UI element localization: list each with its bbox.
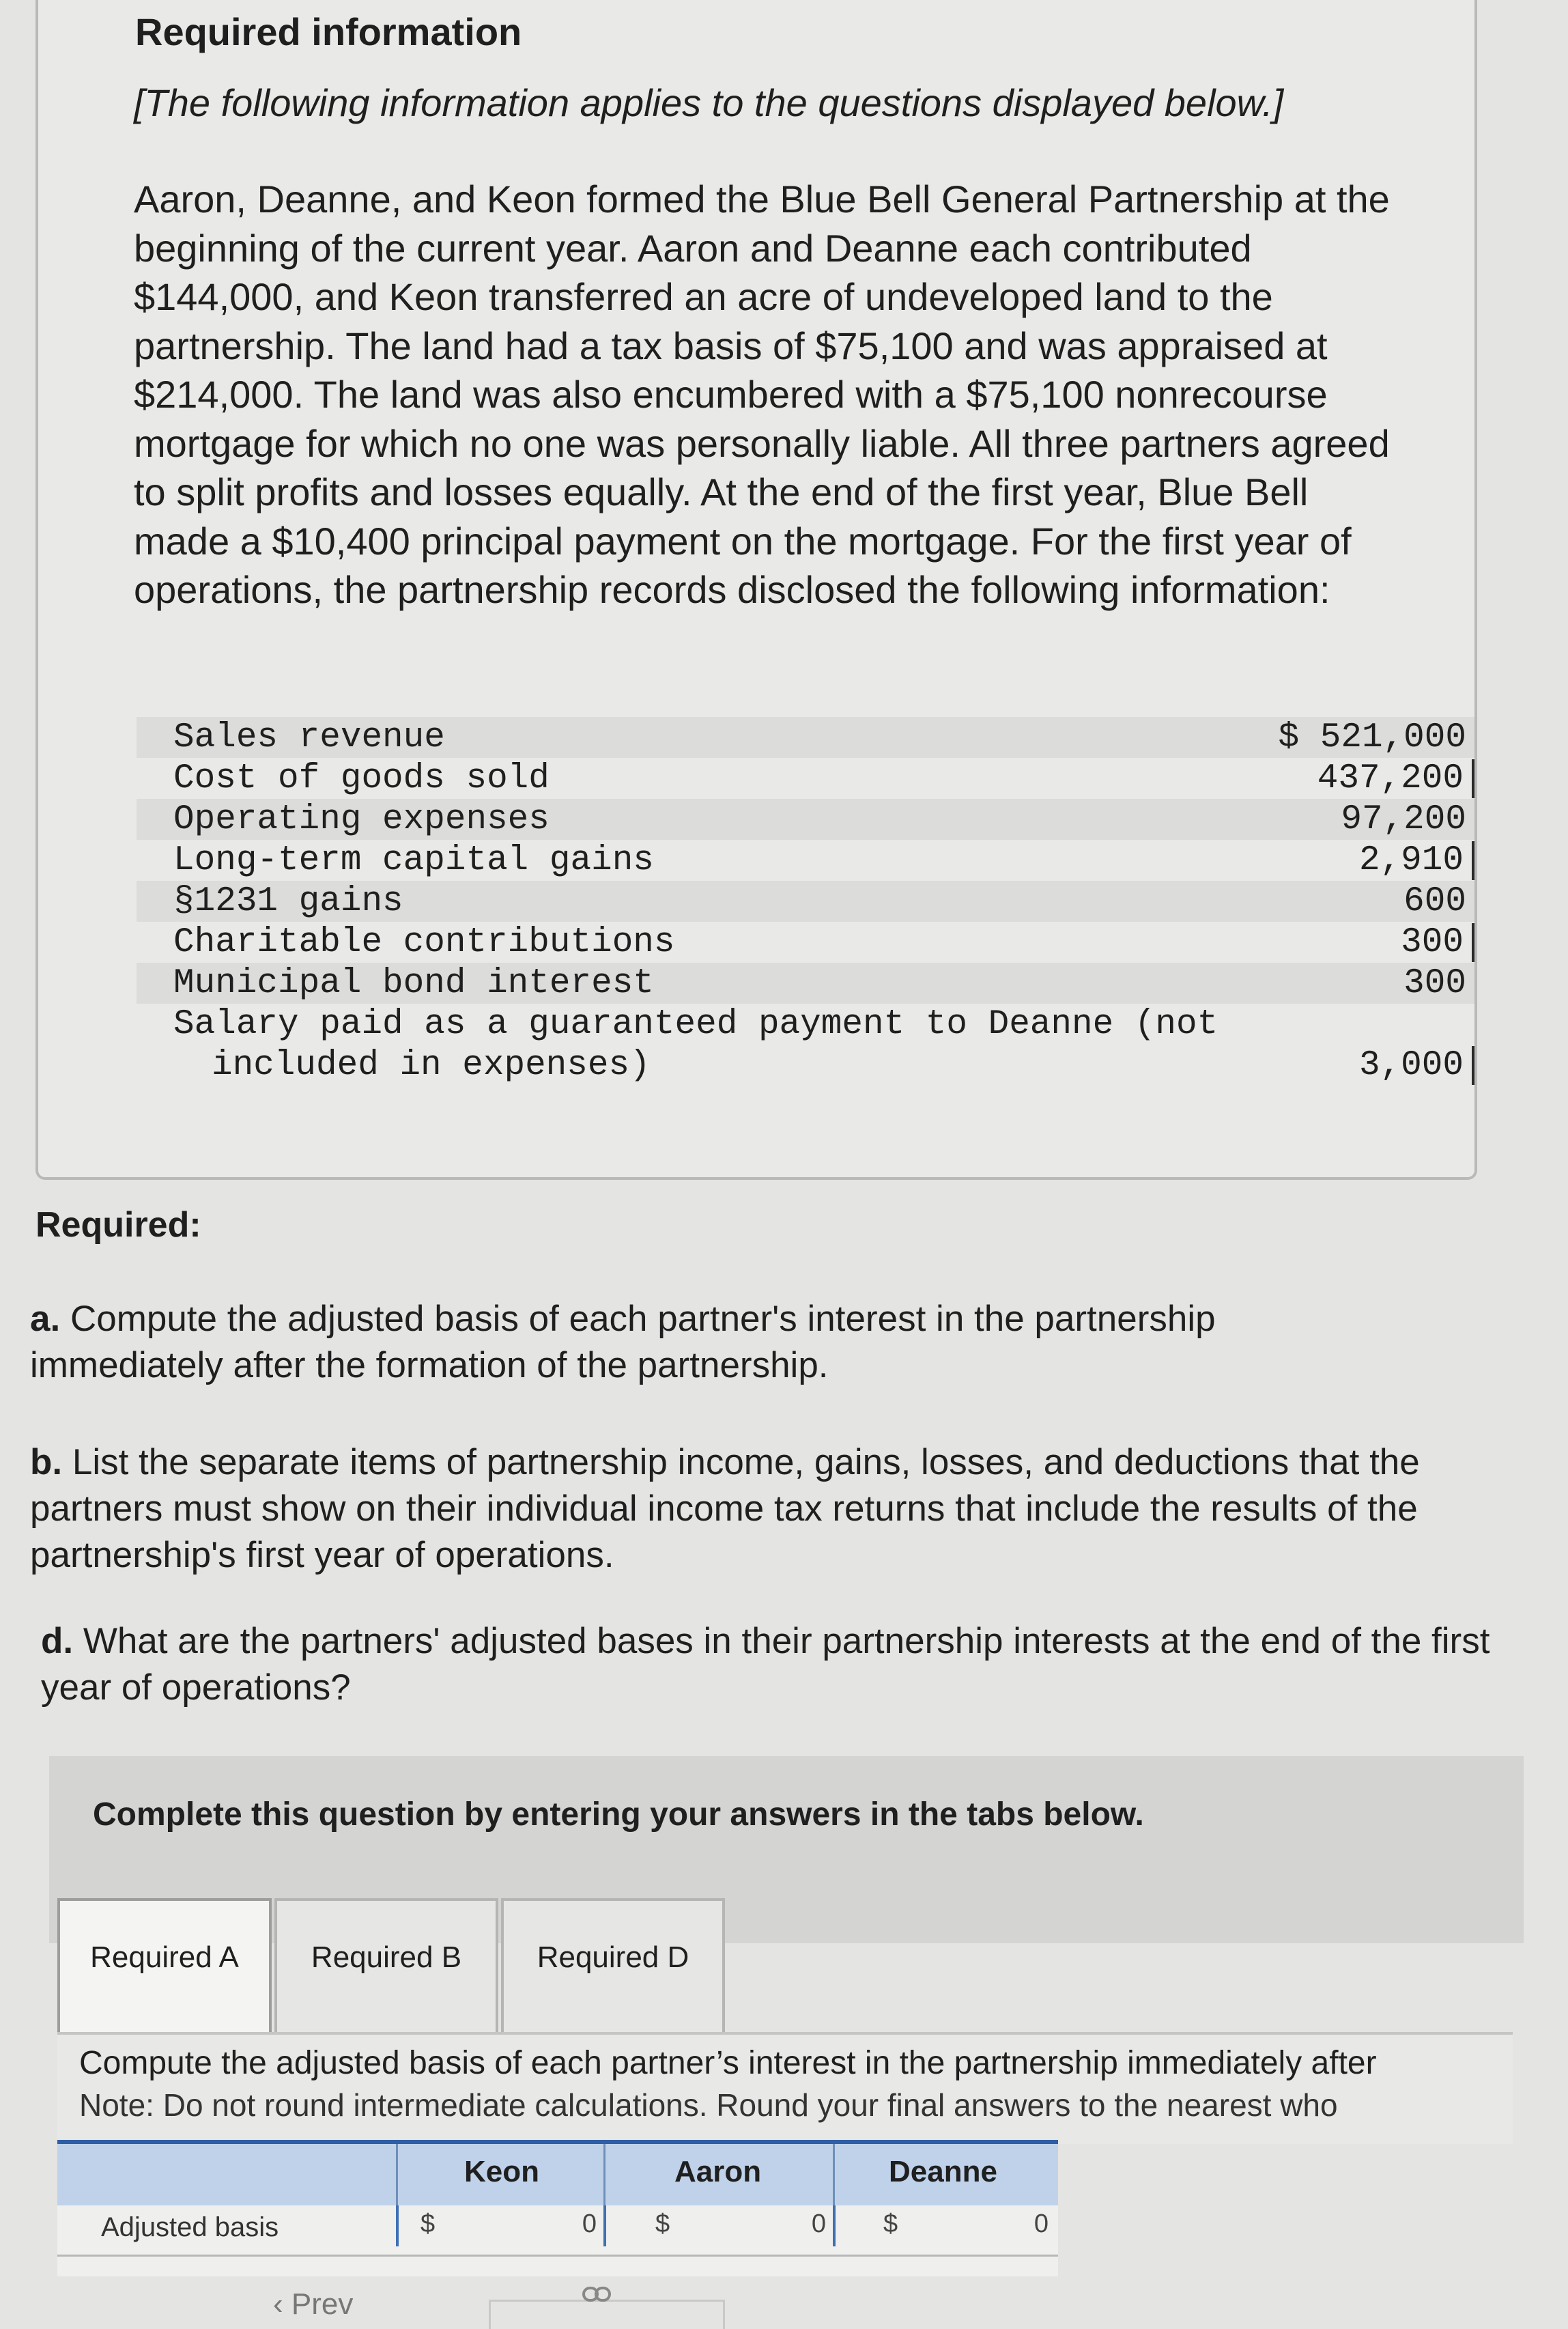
record-label: Long-term capital gains bbox=[173, 841, 654, 880]
table-row bbox=[137, 881, 1474, 922]
aaron-basis-value: 0 bbox=[811, 2210, 826, 2238]
question-d bbox=[41, 1618, 1543, 1711]
keon-basis-input[interactable] bbox=[396, 2205, 606, 2246]
column-divider bbox=[833, 2144, 835, 2210]
column-header-keon: Keon bbox=[464, 2155, 539, 2188]
table-row bbox=[137, 717, 1474, 758]
record-amount: 97,200 bbox=[1341, 800, 1466, 839]
record-label: Cost of goods sold bbox=[173, 759, 550, 798]
next-button-frame[interactable] bbox=[489, 2300, 725, 2329]
aaron-basis-input[interactable] bbox=[603, 2205, 836, 2246]
currency-symbol: $ bbox=[883, 2210, 898, 2238]
table-row bbox=[137, 840, 1474, 881]
instructions-text: Complete this question by entering your answers in the tabs below. bbox=[93, 1796, 1144, 1833]
record-label: Charitable contributions bbox=[173, 923, 675, 962]
column-header-deanne: Deanne bbox=[889, 2155, 997, 2188]
question-text: What are the partners' adjusted bases in their partnership interests at the end of the first year of operations? bbox=[41, 1621, 1490, 1708]
table-row bbox=[137, 799, 1474, 840]
record-amount: 300 bbox=[1403, 964, 1466, 1003]
question-a bbox=[30, 1296, 1313, 1389]
question-b bbox=[30, 1439, 1532, 1579]
keon-basis-value: 0 bbox=[582, 2210, 597, 2238]
prev-label: Prev bbox=[291, 2287, 354, 2321]
tab-required-b[interactable]: Required B bbox=[274, 1898, 498, 2033]
instruction-line: Compute the adjusted basis of each partner’s interest in the partnership immediately after bbox=[79, 2045, 1377, 2081]
record-amount: 437,200 bbox=[1317, 759, 1474, 798]
column-divider bbox=[603, 2144, 605, 2210]
column-divider bbox=[396, 2144, 398, 2210]
tab-instructions bbox=[57, 2032, 1513, 2144]
scenario-paragraph: Aaron, Deanne, and Keon formed the Blue Bell General Partnership at the beginning of the current year. Aaron and Deanne each contributed $144,000, and Keon transferred an acre of undeveloped land to the partnership. The land had a tax basis of $75,100 and was appraised at $214,000. The land was also encumbered with a $75,100 nonrecourse mortgage for which no one was personally liable. All three partners agreed to split profits and losses equally. At the end of the first year, Blue Bell made a $10,400 principal payment on the mortgage. For the first year of operations, the partnership records disclosed the following information: bbox=[134, 178, 1390, 611]
question-text: List the separate items of partnership income, gains, losses, and deductions that the partners must show on their individual income tax returns that include the results of the partnership's first year of operations. bbox=[30, 1442, 1420, 1575]
record-amount: $ 521,000 bbox=[1278, 718, 1466, 757]
table-header bbox=[57, 2140, 1058, 2205]
record-label: Operating expenses bbox=[173, 800, 550, 839]
question-letter: a. bbox=[30, 1299, 61, 1339]
partnership-records-table bbox=[137, 717, 1474, 1085]
question-letter: b. bbox=[30, 1442, 63, 1482]
chevron-left-icon: ‹ bbox=[273, 2287, 283, 2321]
record-label: §1231 gains bbox=[173, 882, 403, 921]
record-amount: 3,000 bbox=[1359, 1046, 1474, 1085]
deanne-basis-value: 0 bbox=[1034, 2210, 1049, 2238]
table-row bbox=[137, 1004, 1474, 1086]
column-header-aaron: Aaron bbox=[674, 2155, 762, 2188]
required-heading: Required: bbox=[35, 1205, 201, 1245]
required-information-title: Required information bbox=[135, 10, 522, 53]
deanne-basis-input[interactable] bbox=[833, 2205, 1058, 2246]
record-label-continued: included in expenses) bbox=[212, 1046, 651, 1085]
currency-symbol: $ bbox=[420, 2210, 436, 2238]
table-row bbox=[137, 922, 1474, 963]
record-amount: 600 bbox=[1403, 882, 1466, 921]
rounding-note: Note: Do not round intermediate calculations. Round your final answers to the nearest who bbox=[79, 2087, 1338, 2123]
tab-required-a[interactable]: Required A bbox=[57, 1898, 272, 2033]
applies-note: [The following information applies to the questions displayed below.] bbox=[134, 81, 1284, 124]
table-row bbox=[57, 2205, 1058, 2257]
link-icon bbox=[582, 2285, 612, 2304]
currency-symbol: $ bbox=[655, 2210, 670, 2238]
table-row bbox=[137, 963, 1474, 1004]
question-text: Compute the adjusted basis of each partner's interest in the partnership immediately after the formation of the partnership. bbox=[30, 1299, 1216, 1385]
record-amount: 2,910 bbox=[1359, 841, 1474, 880]
tab-required-d[interactable]: Required D bbox=[501, 1898, 725, 2033]
prev-button[interactable] bbox=[273, 2287, 353, 2321]
question-letter: d. bbox=[41, 1621, 74, 1661]
row-label: Adjusted basis bbox=[101, 2212, 279, 2242]
table-row bbox=[137, 758, 1474, 799]
record-label: Municipal bond interest bbox=[173, 964, 654, 1003]
record-label: Salary paid as a guaranteed payment to Deanne (not bbox=[173, 1005, 1218, 1044]
record-amount: 300 bbox=[1401, 923, 1474, 962]
record-label: Sales revenue bbox=[173, 718, 445, 757]
adjusted-basis-table bbox=[57, 2140, 1058, 2276]
